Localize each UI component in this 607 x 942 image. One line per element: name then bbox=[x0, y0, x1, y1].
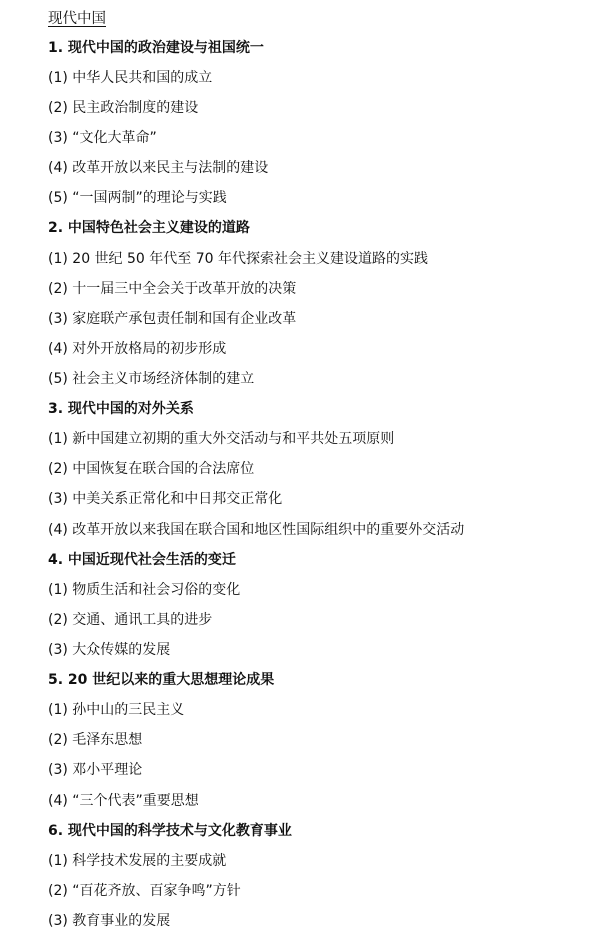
list-item: (3) 中美关系正常化和中日邦交正常化 bbox=[48, 491, 283, 507]
list-item: (2) 中国恢复在联合国的合法席位 bbox=[48, 461, 255, 477]
list-item: (4) 对外开放格局的初步形成 bbox=[48, 341, 227, 357]
list-item: (3) “文化大革命” bbox=[48, 130, 157, 146]
section-heading: 6. 现代中国的科学技术与文化教育事业 bbox=[48, 823, 292, 839]
list-item: (1) 物质生活和社会习俗的变化 bbox=[48, 582, 241, 598]
list-item: (2) 毛泽东思想 bbox=[48, 732, 143, 748]
list-item: (3) 教育事业的发展 bbox=[48, 913, 171, 929]
list-item: (2) “百花齐放、百家争鸣”方针 bbox=[48, 883, 241, 899]
list-item: (3) 大众传媒的发展 bbox=[48, 642, 171, 658]
section-heading: 2. 中国特色社会主义建设的道路 bbox=[48, 220, 250, 236]
section-heading: 3. 现代中国的对外关系 bbox=[48, 401, 194, 417]
list-item: (5) “一国两制”的理论与实践 bbox=[48, 190, 227, 206]
section-heading: 1. 现代中国的政治建设与祖国统一 bbox=[48, 40, 264, 56]
list-item: (1) 科学技术发展的主要成就 bbox=[48, 853, 227, 869]
list-item: (2) 交通、通讯工具的进步 bbox=[48, 612, 213, 628]
list-item: (1) 新中国建立初期的重大外交活动与和平共处五项原则 bbox=[48, 431, 395, 447]
list-item: (1) 中华人民共和国的成立 bbox=[48, 70, 213, 86]
list-item: (2) 十一届三中全会关于改革开放的决策 bbox=[48, 281, 297, 297]
list-item: (1) 孙中山的三民主义 bbox=[48, 702, 185, 718]
list-item: (2) 民主政治制度的建设 bbox=[48, 100, 199, 116]
list-item: (1) 20 世纪 50 年代至 70 年代探索社会主义建设道路的实践 bbox=[48, 251, 428, 267]
section-heading: 4. 中国近现代社会生活的变迁 bbox=[48, 552, 236, 568]
list-item: (3) 家庭联产承包责任制和国有企业改革 bbox=[48, 311, 297, 327]
section-heading: 5. 20 世纪以来的重大思想理论成果 bbox=[48, 672, 275, 688]
document-title: 现代中国 bbox=[48, 11, 106, 27]
list-item: (3) 邓小平理论 bbox=[48, 762, 143, 778]
list-item: (4) 改革开放以来民主与法制的建设 bbox=[48, 160, 269, 176]
list-item: (5) 社会主义市场经济体制的建立 bbox=[48, 371, 255, 387]
list-item: (4) 改革开放以来我国在联合国和地区性国际组织中的重要外交活动 bbox=[48, 522, 465, 538]
list-item: (4) “三个代表”重要思想 bbox=[48, 793, 199, 809]
